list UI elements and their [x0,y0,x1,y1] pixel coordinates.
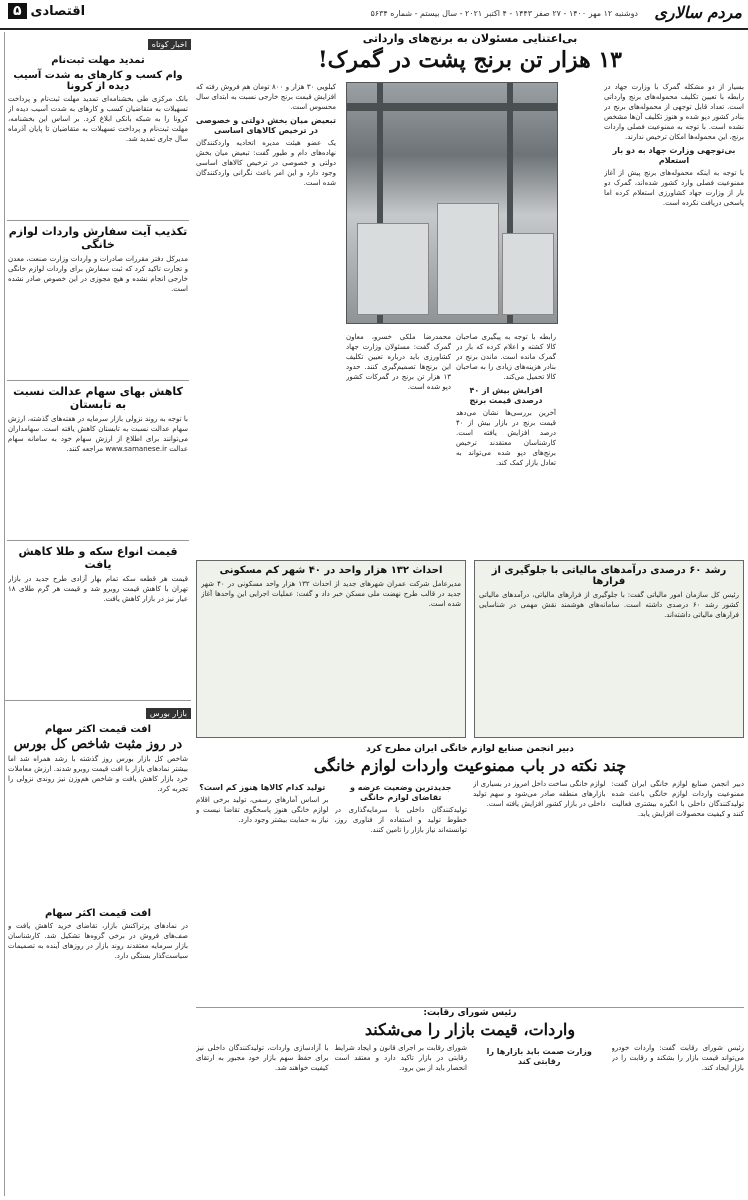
bourse-tag: بازار بورس [146,708,191,719]
section-column [612,779,745,999]
sidebar-divider [5,700,191,701]
news-body: بانک مرکزی طی بخشنامه‌ای تمدید مهلت ثبت‌نام و پرداخت تسهیلات به متقاضیان کسب و کارهای به شدت آسیب دیده از کرونا را به شبکه بانکی ابلاغ کرد. بر اساس این بخشنامه، مهلت ثبت‌نام و پرداخت تسهیلات به متقاضیان تا پایان آذرماه سال جاری تمدید شد. [8,95,188,143]
column-text: یک عضو هیئت مدیره اتحادیه واردکنندگان نهاده‌های دام و طیور گفت: تبعیض میان بخش دولتی و خصوصی در ترخیص کالاهای اساسی وجود دارد و این امر باعث نگرانی واردکنندگان شده است. [196,139,336,187]
section-column [473,779,606,999]
bourse-title: در روز مثبت شاخص کل بورس [13,737,183,752]
news-title: تکذیب آیت سفارش واردات لوازم خانگی [7,220,189,251]
appliance-section [196,744,744,1004]
column-text: دبیر انجمن صنایع لوازم خانگی ایران گفت: ممنوعیت واردات لوازم خانگی باعث شده تولیدکنندگان داخلی با انگیزه بیشتری فعالیت کنند و کیفیت محصولات افزایش یابد. [611,780,744,818]
lead-column-3 [456,332,556,552]
section-columns [196,1043,744,1193]
sidebar-news-item [5,220,191,374]
column-text: بسیار از دو مشکله گمرک با وزارت جهاد در رابطه با تعیین تکلیف محموله‌های برنج وارداتی است. تعداد قابل توجهی از محموله‌های برنج در بنادر کشور دپو شده و هنوز تکلیف آن‌ها مشخص نشده است. با توجه به ممنوعیت فصلی واردات برنج، این محموله‌ها امکان ترخیص ندارند. [604,83,744,141]
news-body: قیمت هر قطعه سکه تمام بهار آزادی طرح جدید در بازار تهران با کاهش قیمت روبرو شد و قیمت هر گرم طلای ۱۸ عیار نیز در بازار کاهش یافت. [8,575,188,603]
column-subhead: تبعیض میان بخش دولتی و خصوصی در ترخیص کالاهای اساسی [196,116,336,135]
tax-revenue-box [474,560,744,738]
news-subtitle: وام کسب و کارهای به شدت آسیب دیده از کرونا [13,70,183,92]
section-columns [196,779,744,999]
rice-warehouse-photo [346,82,558,324]
section-name: اقتصادی [30,3,86,19]
bourse-body-2: در نمادهای پرتراکنش بازار، تقاضای خرید کاهش یافت و صف‌های فروش در برخی گروه‌ها تشکیل شد. کارشناسان بازار سرمایه معتقدند روند بازار در روزهای آینده به تصمیمات سیاست‌گذار بستگی دارد. [8,922,188,960]
box-title: احداث ۱۳۲ هزار واحد در ۴۰ شهر کم مسکونی [219,565,443,576]
column-text: با توجه به اینکه محموله‌های برنج پیش از آغاز ممنوعیت فصلی وارد کشور شده‌اند، گمرک دو بار از وزارت جهاد کشاورزی استعلام کرده اما پاسخی دریافت نکرده است. [604,169,744,207]
column-text: تولیدکنندگان داخلی با سرمایه‌گذاری در خطوط تولید و استفاده از فناوری روز، توانسته‌اند نیاز بازار را تامین کنند. [334,806,467,834]
news-title: کاهش بهای سهام عدالت نسبت به تابستان [7,380,189,411]
column-subhead: بی‌توجهی وزارت جهاد به دو بار استعلام [612,146,736,165]
column-text: محمدرضا ملکی خسرو، معاون گمرک گفت: مسئولان وزارت جهاد کشاورزی باید درباره تعیین تکلیف این برنج‌ها تصمیم‌گیری کنند. حدود ۱۳ هزار تن برنج در گمرکات کشور دپو شده است. [346,333,451,391]
section-column [473,1043,606,1193]
section-headline: واردات، قیمت بازار را می‌شکند [364,1020,576,1039]
masthead [0,0,748,30]
section-column [612,1043,745,1193]
column-subhead: جدیدترین وضعیت عرضه و تقاضای لوازم خانگی [350,783,452,802]
section-column [196,1043,329,1193]
box-body: مدیرعامل شرکت عمران شهرهای جدید از احداث ۱۳۲ هزار واحد مسکونی در ۴۰ شهر جدید در قالب طرح نهضت ملی مسکن خبر داد و گفت: عملیات اجرایی این واحدها آغاز شده است. [201,580,461,608]
newspaper-logo: مردم سالاری [654,3,742,22]
column-subhead: تولید کدام کالاها هنوز کم است؟ [199,783,326,792]
bourse-kicker: افت قیمت اکثر سهام [45,724,151,735]
lead-column-2 [346,332,451,552]
box-title: رشد ۶۰ درصدی درآمدهای مالیاتی با جلوگیری از فرارها [491,565,727,587]
column-text: رئیس شورای رقابت گفت: واردات خودرو می‌تواند قیمت بازار را بشکند و رقابت را در بازار ایجاد کند. [611,1044,744,1072]
housing-box [196,560,466,738]
lead-column-4 [196,82,336,552]
section-column [335,1043,468,1193]
section-kicker: دبیر انجمن صنایع لوازم خانگی ایران مطرح کرد [366,744,574,754]
column-text: با آزادسازی واردات، تولیدکنندگان داخلی نیز برای حفظ سهم بازار خود مجبور به ارتقای کیفیت خواهند شد. [196,1044,329,1072]
column-text: شورای رقابت بر اجرای قانون و ایجاد شرایط رقابتی در بازار تاکید دارد و معتقد است انحصار باید از بین برود. [334,1044,467,1072]
column-subhead: وزارت صمت باید بازارها را رقابتی کند [486,1047,592,1066]
bourse-subhead: افت قیمت اکثر سهام [45,908,151,919]
page-badge [8,3,85,19]
sidebar-news-item [5,55,191,214]
section-column [196,779,329,999]
news-body: مدیرکل دفتر مقررات صادرات و واردات وزارت صنعت، معدن و تجارت تاکید کرد که ثبت سفارش برای واردات لوازم خانگی خارجی انجام نشده و هیچ مجوزی در این خصوص صادر نشده است. [8,255,188,293]
section-column [335,779,468,999]
news-title: تمدید مهلت ثبت‌نام [51,55,145,66]
column-text: کیلویی ۳۰ هزار و ۸۰۰ تومان هم فروش رفته که افزایش قیمت برنج خارجی نسبت به ابتدای سال محسوس است. [196,83,336,111]
news-title: قیمت انواع سکه و طلا کاهش یافت [7,540,189,571]
sidebar-news-item [5,540,191,694]
news-sidebar [4,32,191,1196]
page-number: ۵ [8,3,27,19]
news-body: با توجه به روند نزولی بازار سرمایه در هفته‌های گذشته، ارزش سهام عدالت نسبت به تابستان کاهش یافته است. سهامداران می‌توانند برای اطلاع از ارزش سهام خود به سامانه سهام عدالت www.samanese.ir مراجعه کنند. [8,415,188,453]
issue-line: دوشنبه ۱۲ مهر ۱۴۰۰ - ۲۷ صفر ۱۴۴۳ - ۴ اکتبر ۲۰۲۱ - سال بیستم - شماره ۵۶۳۴ [370,9,638,18]
column-text: آخرین بررسی‌ها نشان می‌دهد قیمت برنج در بازار بیش از ۴۰ درصد افزایش یافته است. کارشناسان معتقدند ترخیص برنج‌های دپو شده می‌تواند به تعادل بازار کمک کند. [456,409,556,467]
sidebar-news-item [5,380,191,534]
sidebar-tag: اخبار کوتاه [148,39,191,50]
column-text: بر اساس آمارهای رسمی، تولید برخی اقلام لوازم خانگی هنوز پاسخگوی تقاضا نیست و نیاز به حمایت بیشتر وجود دارد. [196,796,329,824]
box-body: رئیس کل سازمان امور مالیاتی گفت: با جلوگیری از فرارهای مالیاتی، درآمدهای مالیاتی کشور رشد ۶۰ درصدی داشته است. سامانه‌های هوشمند نقش مهمی در شناسایی فرارهای مالیاتی داشته‌اند. [479,591,739,619]
bourse-body: شاخص کل بازار بورس روز گذشته با رشد همراه شد اما بیشتر نمادهای بازار با افت قیمت روبرو شدند. ارزش معاملات خرد بازار کاهش یافت و شاخص هم‌وزن نیز روندی نزولی را تجربه کرد. [8,755,188,793]
competition-section [196,1007,744,1196]
lead-headline: ۱۳ هزار تن برنج پشت در گمرک! [318,47,622,73]
column-text: لوازم خانگی ساخت داخل امروز در بسیاری از بازارهای منطقه صادر می‌شود و سهم تولید داخلی در بازار کشور افزایش یافته است. [473,780,606,808]
column-text: رابطه با توجه به پیگیری صاحبان کالا کشته و اعلام کرده که بار در گمرک مانده است. ماندن برنج در بنادر هزینه‌های زیادی را به صاحبان کالا تحمیل می‌کند. [456,333,556,381]
lead-kicker: بی‌اعتنایی مسئولان به برنج‌های وارداتی [362,32,578,45]
lead-column-1 [604,82,744,552]
main-content [196,32,744,1196]
section-kicker: رئیس شورای رقابت: [423,1008,517,1018]
section-headline: چند نکته در باب ممنوعیت واردات لوازم خانگی [313,756,627,775]
column-subhead: افزایش بیش از ۴۰ درصدی قیمت برنج [469,386,543,405]
